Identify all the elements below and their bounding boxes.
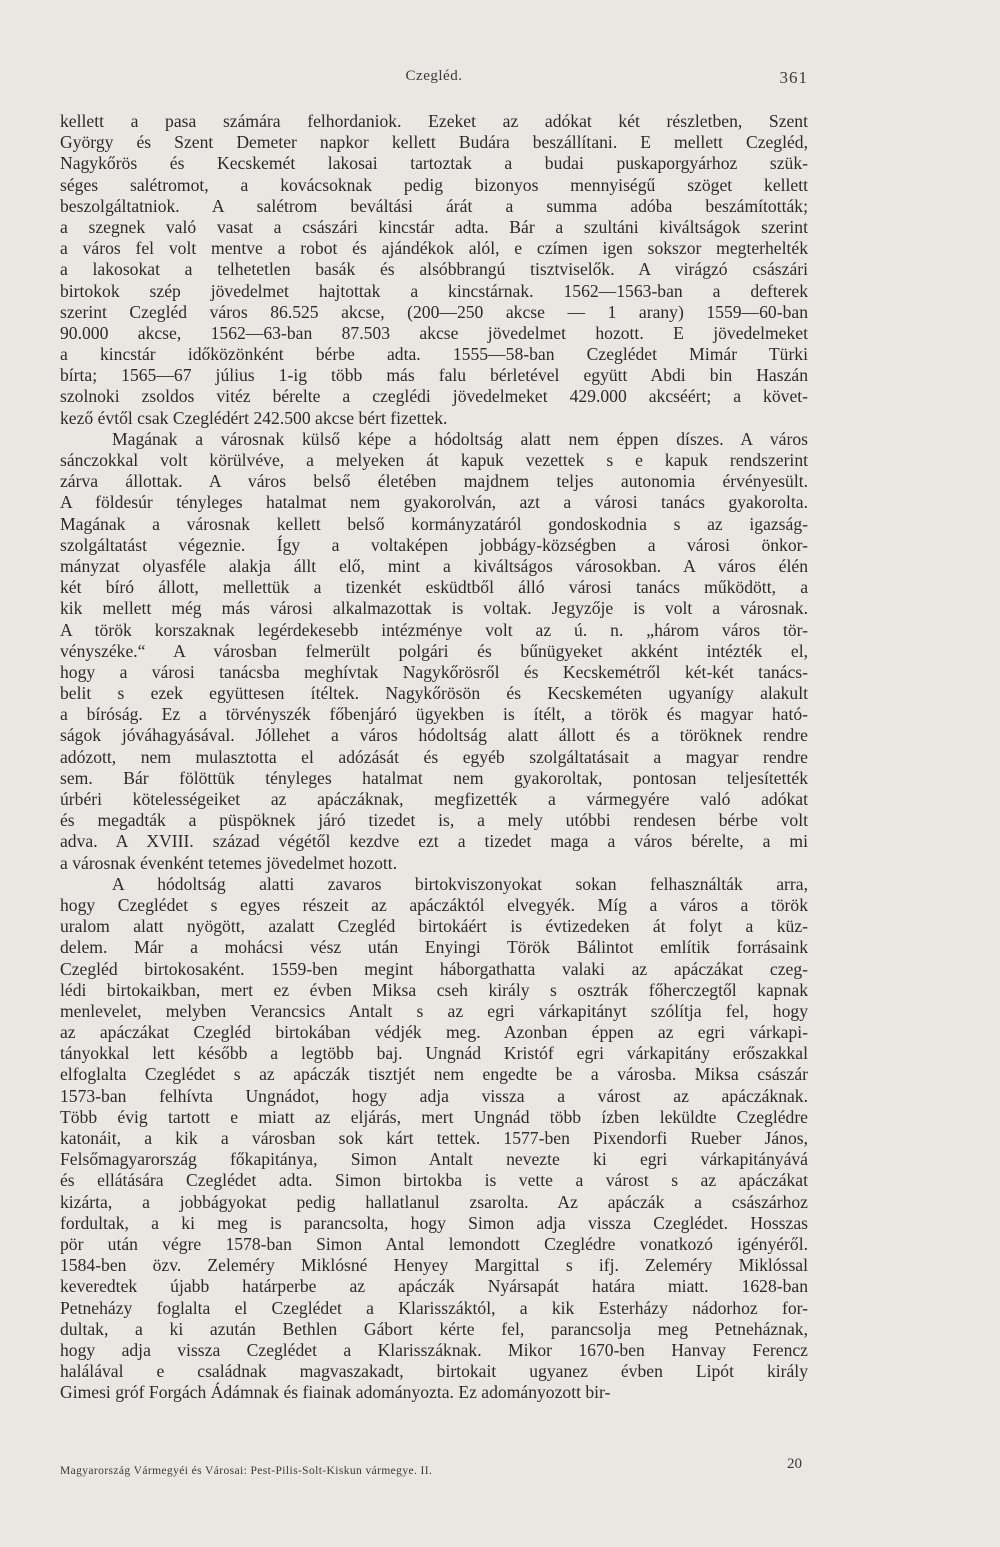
text-line: adózott, nem mulasztotta el adózását és egyéb szolgáltatásait a magyar rendre (60, 746, 808, 767)
text-line: beszolgáltatniok. A salétrom beváltási árát a summa adóba beszámították; (60, 195, 808, 216)
text-line: a kincstár időközönként bérbe adta. 1555—58-ban Czeglédet Mimár Türki (60, 344, 808, 365)
text-line: mányzat olyasféle alakja állt elő, mint a kiváltságos városokban. A város élén (60, 555, 808, 576)
paragraph (60, 111, 808, 429)
text-line: és ellátására Czeglédet adta. Simon birtokba is vette a várost s az apáczákat (60, 1170, 808, 1191)
text-line: 1573-ban felhívta Ungnádot, hogy adja vissza a várost az apáczáknak. (60, 1085, 808, 1106)
text-line: kellett a pasa számára felhordaniok. Ezeket az adókat két részletben, Szent (60, 111, 808, 131)
text-line: delem. Már a mohácsi vész után Enyingi Török Bálintot említik forrásaink (60, 937, 808, 958)
text-line: séges salétromot, a kovácsoknak pedig bizonyos mennyiségű szöget kellett (60, 174, 808, 195)
text-line: adva. A XVIII. század végétől kezdve ezt a tizedet maga a város bérelte, a mi (60, 831, 808, 852)
text-line: szolgáltatást végeznie. Így a voltaképen jobbágy-községben a városi önkor- (60, 534, 808, 555)
text-line: sánczokkal volt körülvéve, a melyeken át kapuk vezettek s e kapuk rendszerint (60, 450, 808, 470)
text-line: a városnak évenként tetemes jövedelmet hozott. (60, 852, 398, 873)
text-line: lédi birtokaikban, mert ez évben Miksa cseh király s osztrák főherczegtől kapnak (60, 979, 808, 1000)
text-line: ságok jóváhagyásával. Jóllehet a város hódoltság alatt állott és a töröknek rendre (60, 725, 808, 746)
text-line: sem. Bár fölöttük tényleges hatalmat nem gyakoroltak, pontosan teljesítették (60, 767, 808, 788)
text-line: az apáczákat Czegléd birtokában védjék meg. Azonban éppen az egri várkapi- (60, 1022, 808, 1043)
text-line: a bíróság. Ez a törvényszék főbenjáró ügyekben is ítélt, a török és magyar ható- (60, 704, 808, 725)
page-header (60, 68, 808, 92)
text-line: halálával e családnak magvaszakadt, birtokait ugyanez évben Lipót király (60, 1361, 808, 1382)
text-line: hogy Czeglédet s egyes részeit az apáczáktól elvegyék. Míg a város a török (60, 894, 808, 915)
text-line: a szegnek való vasat a császári kincstár adta. Bár a szultáni kiváltságok szerint (60, 216, 808, 237)
text-line: a lakosokat a telhetetlen basák és alsóbbrangú tisztviselők. A virágzó császári (60, 259, 808, 280)
body-text (60, 111, 808, 1403)
text-line: dultak, a ki azután Bethlen Gábort kérte fel, parancsolja meg Petneháznak, (60, 1318, 808, 1339)
text-line: katonáit, a kik a városban sok kárt tettek. 1577-ben Pixendorfi Rueber János, (60, 1128, 808, 1148)
text-line: zárva állottak. A város belső életében majdnem teljes autonomia érvényesült. (60, 471, 808, 492)
paragraph (60, 429, 808, 874)
text-line: belit s ezek együttesen ítéltek. Nagykőrösön és Kecskeméten ugyanígy alakult (60, 683, 808, 704)
text-line: Gimesi gróf Forgách Ádámnak és fiainak adományozta. Ez adományozott bir- (60, 1382, 611, 1403)
text-line: tányokkal lett később a legtöbb baj. Ungnád Kristóf egri várkapitány erőszakkal (60, 1043, 808, 1064)
text-line: Több évig tartott e miatt az eljárás, mert Ungnád több ízben leküldte Czeglédre (60, 1106, 808, 1127)
text-line: 1584-ben özv. Zeleméry Miklósné Henyey Margittal s ifj. Zeleméry Miklóssal (60, 1255, 808, 1276)
text-line: Czegléd birtokosaként. 1559-ben megint háborgathatta valaki az apáczákat czeg- (60, 958, 808, 979)
text-line: a város fel volt mentve a robot és ajándékok alól, e czímen igen sokszor megterhelték (60, 238, 808, 259)
text-line: hogy adja vissza Czeglédet a Klarisszáknak. Mikor 1670-ben Hanvay Ferencz (60, 1339, 808, 1360)
text-line: Felsőmagyarország főkapitánya, Simon Antalt nevezte ki egri várkapitányává (60, 1149, 808, 1170)
text-line: pör után végre 1578-ban Simon Antal lemondott Czeglédre vonatkozó igényéről. (60, 1233, 808, 1254)
footer-text: Magyarország Vármegyéi és Városai: Pest-Pilis-Solt-Kiskun vármegye. II. (60, 1465, 433, 1477)
sheet-number: 20 (787, 1456, 802, 1472)
paragraph (60, 874, 808, 1404)
text-line: szerint Czegléd város 86.525 akcse, (200—250 akcse — 1 arany) 1559—60-ban (60, 301, 808, 322)
text-line: kező évtől csak Czeglédért 242.500 akcse bért fizettek. (60, 407, 448, 428)
text-line: fordultak, a ki meg is parancsolta, hogy Simon adja vissza Czeglédet. Hosszas (60, 1212, 808, 1233)
text-line: bírta; 1565—67 július 1-ig több más falu bérletével együtt Abdi bin Haszán (60, 365, 808, 386)
text-line: keveredtek újabb határperbe az apáczák Nyársapát határa miatt. 1628-ban (60, 1276, 808, 1297)
text-line: birtokok szép jövedelmet hajtottak a kincstárnak. 1562—1563-ban a defterek (60, 280, 808, 301)
text-line: kizárta, a jobbágyokat pedig hallatlanul zsarolta. Az apáczák a császárhoz (60, 1191, 808, 1212)
text-line: két bíró állott, mellettük a tizenkét esküdtből álló városi tanács működött, a (60, 577, 808, 598)
text-line: Petneházy foglalta el Czeglédet a Klarisszáktól, a kik Esterházy nádorhoz for- (60, 1297, 808, 1318)
text-line: György és Szent Demeter napkor kellett Budára beszállítani. E mellett Czegléd, (60, 132, 808, 153)
text-line: A földesúr tényleges hatalmat nem gyakorolván, azt a városi tanács gyakorolta. (60, 492, 808, 513)
running-title: Czegléd. (405, 68, 463, 84)
text-line: Magának a városnak kellett belső kormányzatáról gondoskodnia s az igazság- (60, 513, 808, 534)
text-line: uralom alatt nyögött, azalatt Czegléd birtokáért is évtizedeken át folyt a küz- (60, 916, 808, 937)
page-footer (60, 1456, 808, 1496)
text-line: A hódoltság alatti zavaros birtokviszonyokat sokan felhasználták arra, (112, 873, 808, 894)
text-line: szolnoki zsoldos vitéz bérelte a czeglédi jövedelmeket 429.000 akcséért; a követ- (60, 386, 808, 407)
text-line: Magának a városnak külső képe a hódoltság alatt nem éppen díszes. A város (112, 428, 808, 449)
text-line: A török korszaknak legérdekesebb intézménye volt az ú. n. „három város tör- (60, 619, 808, 640)
text-line: úrbéri kötelességeiket az apáczáknak, megfizették a vármegyére való adókat (60, 789, 808, 809)
text-line: vényszéke.“ A városban felmerült polgári és bűnügyeket akként intézték el, (60, 640, 808, 661)
text-line: és megadták a püspöknek járó tizedet is, a mely utóbbi rendesen bérbe volt (60, 810, 808, 831)
text-line: Nagykőrös és Kecskemét lakosai tartoztak a budai puskaporgyárhoz szük- (60, 153, 808, 174)
text-line: menlevelet, melyben Verancsics Antalt s az egri várkapitányt szólítja fel, hogy (60, 1000, 808, 1021)
text-line: hogy a városi tanácsba meghívtak Nagykőrösről és Kecskemétről két-két tanács- (60, 661, 808, 682)
text-line: 90.000 akcse, 1562—63-ban 87.503 akcse jövedelmet hozott. E jövedelmeket (60, 322, 808, 343)
page-number: 361 (779, 68, 808, 87)
text-line: kik mellett még más városi alkalmazottak is voltak. Jegyzője is volt a városnak. (60, 598, 808, 619)
text-line: elfoglalta Czeglédet s az apáczák tisztjét nem engedte be a városba. Miksa császár (60, 1064, 808, 1085)
